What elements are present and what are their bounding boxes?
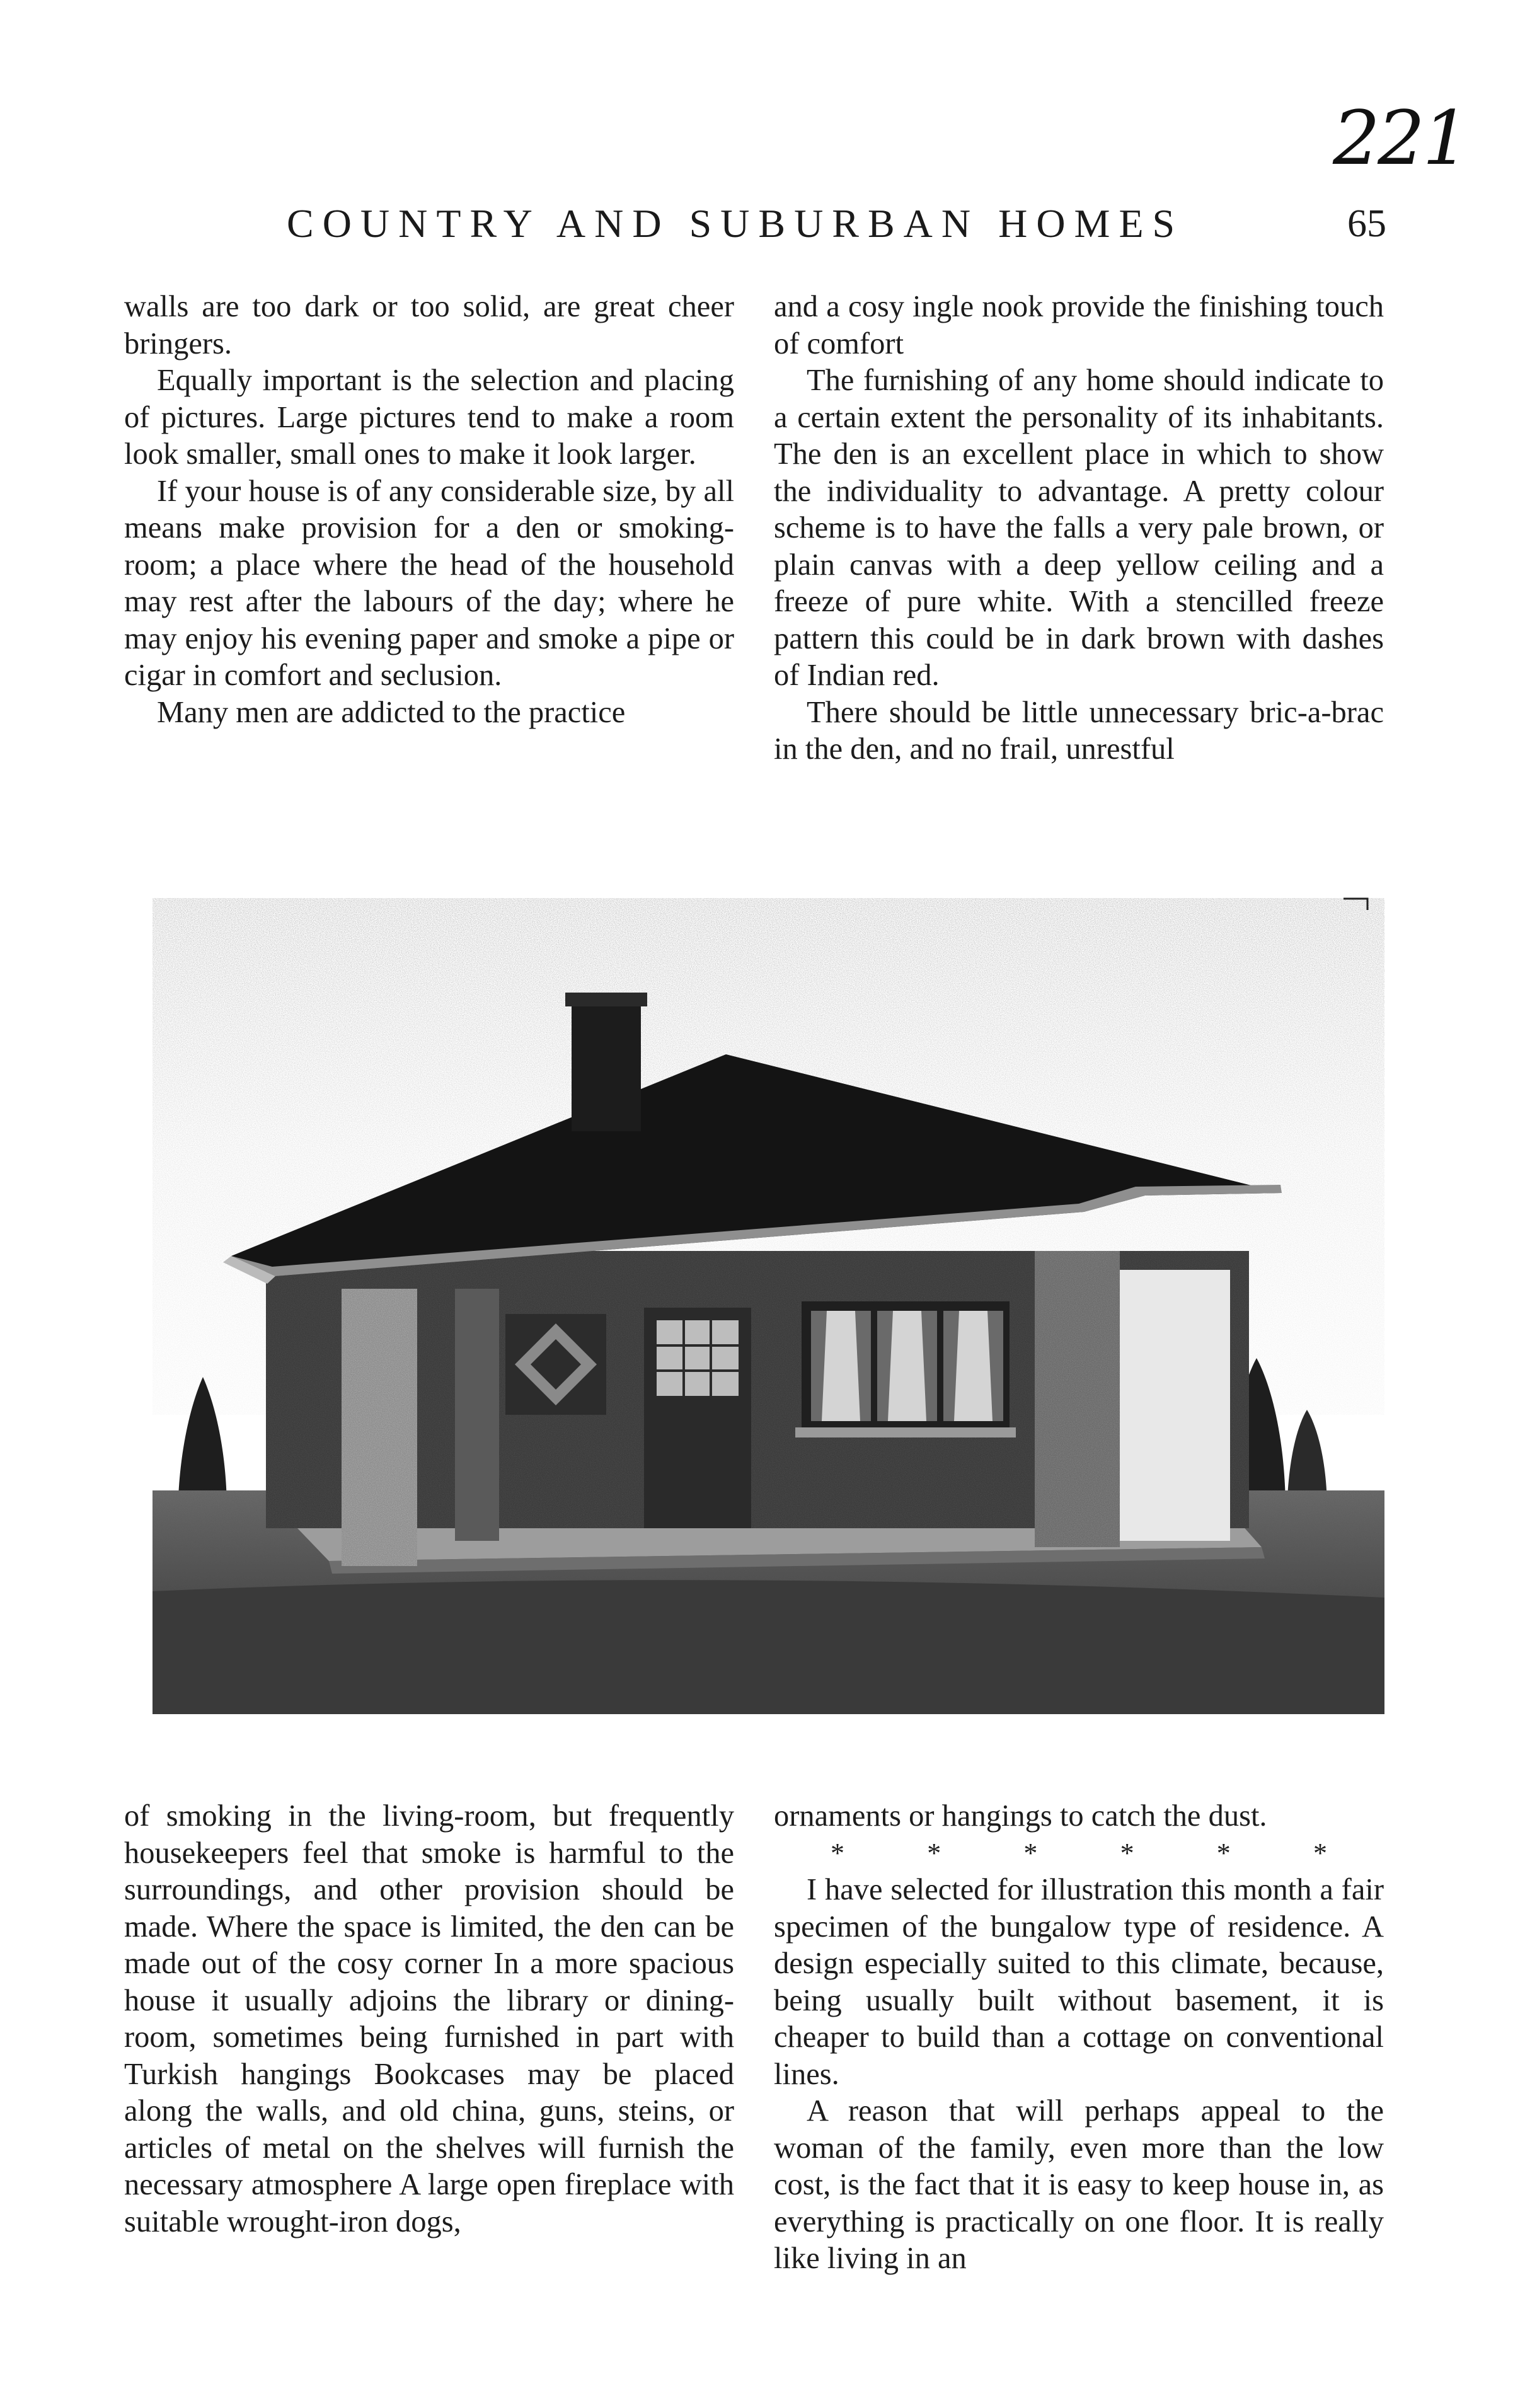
corner-mark-icon [1342,896,1369,910]
paragraph: ornaments or hangings to catch the dust. [774,1799,1267,1833]
column-left-top [124,289,734,731]
page-number: 65 [1347,202,1386,245]
section-separator: * * * * * * [831,1837,1327,1869]
column-left-bottom [124,1798,734,2240]
paragraph: There should be little unnecessary bric-a-brac in the den, and no frail, unrestful [774,695,1384,766]
paragraph: walls are too dark or too solid, are great cheer bringers. [124,290,734,360]
paragraph: and a cosy ingle nook provide the finishing touch of comfort [774,290,1384,360]
paragraph: of smoking in the living-room, but frequently housekeepers feel that smoke is harmful to the surroundings, and other provision should be made. Where the space is limited, the den can be made out of the cosy corner In a more spacious house it usually adjoins the library or dining-room, sometimes being furnished in part with Turkish hangings Bookcases may be placed along the walls, and old china, guns, steins, or articles of metal on the shelves will furnish the necessary atmosphere A large open fireplace with suitable wrought-iron dogs, [124,1799,734,2238]
bungalow-house-icon [152,898,1384,1714]
column-right-bottom [774,1798,1384,2278]
paragraph: Many men are addicted to the practice [157,695,626,729]
paragraph: A reason that will perhaps appeal to the woman of the family, even more than the low cost, is the fact that it is easy to keep house in, as everything is practically on one floor. It is really like living in an [774,2094,1384,2275]
running-head: COUNTRY AND SUBURBAN HOMES [287,201,1184,246]
paragraph: Equally important is the selection and placing of pictures. Large pictures tend to make a room look smaller, small ones to make it look larger. [124,364,734,471]
bungalow-illustration [152,898,1384,1714]
handwritten-page-number: 221 [1333,95,1468,181]
paragraph: I have selected for illustration this month a fair specimen of the bungalow type of residence. A design especially suited to this climate, because, being usually built without basement, it is cheaper to build than a cottage on conventional lines. [774,1873,1384,2091]
paragraph: The furnishing of any home should indicate to a certain extent the personality of its inhabitants. The den is an excellent place in which to show the individuality to advantage. A pretty colour scheme is to have the falls a very pale brown, or plain canvas with a deep yellow ceiling and a freeze of pure white. With a stencilled freeze pattern this could be in dark brown with dashes of Indian red. [774,364,1384,692]
column-right-top [774,289,1384,768]
paragraph: If your house is of any considerable size, by all means make provision for a den or smoking-room; a place where the head of the household may rest after the labours of the day; where he may enjoy his evening paper and smoke a pipe or cigar in comfort and seclusion. [124,474,734,692]
